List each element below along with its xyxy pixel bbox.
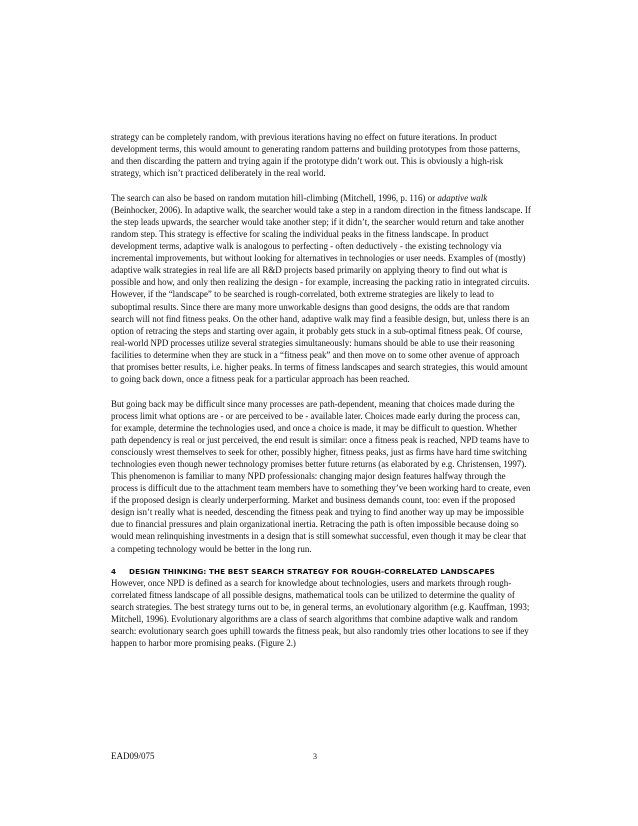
footer-page-number: 3: [313, 752, 317, 761]
page-body: [111, 131, 532, 649]
paragraph-adaptive-walk: [111, 192, 532, 385]
paragraph-random-search: [111, 131, 532, 179]
paragraph-path-dependency: [111, 398, 532, 555]
paragraph-gap: [111, 179, 532, 192]
paragraph-text: But going back may be difficult since many processes are path-dependent, meaning that choices made during the process limit what options are - or are perceived to be - available later. Choices made early during the process can, for example, determine the technologies used, and once a choice is made, it may be difficult to question. Whether path dependency is real or just perceived, the end result is similar: once a fitness peak is reached, NPD teams have to consciously wrest themselves to seek for other, possibly higher, fitness peaks, just as firms have hard time switching technologies even though newer technology promises better future returns (as elaborated by e.g. Christensen, 1997). This phenomenon is familiar to many NPD professionals: changing major design features halfway through the process is difficult due to the attachment team members have to something they’ve been working hard to create, even if the proposed design is clearly underperforming. Market and business demands count, too: even if the proposed design isn’t really what is needed, descending the fitness peak and trying to find another way up may be impossible due to financial pressures and plain organizational inertia. Retracing the path is often impossible because doing so would mean relinquishing investments in a design that is still somewhat successful, even though it may be clear that a competing technology would be better in the long run.: [111, 398, 531, 554]
footer-document-code: EAD09/075: [111, 751, 155, 761]
paragraph-text: strategy can be completely random, with previous iterations having no effect on future iterations. In product development terms, this would amount to generating random patterns and building prototypes from those patterns, and then discarding the pattern and trying again if the prototype didn’t work out. This is obviously a high-risk strategy, which isn’t practiced deliberately in the real world.: [111, 132, 521, 179]
paragraph-gap: [111, 385, 532, 398]
paragraph-design-thinking: [111, 577, 532, 649]
section-heading: [111, 566, 532, 577]
section-number: 4: [111, 566, 117, 576]
italic-term-adaptive-walk: adaptive walk: [437, 192, 488, 203]
paragraph-gap: [111, 555, 532, 566]
paragraph-text-continued: (Beinhocker, 2006). In adaptive walk, the searcher would take a step in a random direction in the fitness landscape. If the step leads upwards, the searcher would take another step; if it didn’t, the searcher would return and take another random step. This strategy is effective for scaling the individual peaks in the fitness landscape. In product development terms, adaptive walk is analogous to perfecting - often deductively - the existing technology via incremental improvements, but without looking for alternatives in technologies or user needs. Examples of (mostly) adaptive walk strategies in real life are all R&D projects based primarily on applying theory to find out what is possible and how, and only then realizing the design - for example, increasing the packing ratio in integrated circuits. However, if the “landscape” to be searched is rough-correlated, both extreme strategies are likely to lead to suboptimal results. Since there are many more unworkable designs than good designs, the odds are that random search will not find fitness peaks. On the other hand, adaptive walk may find a feasible design, but, unless there is an option of retracing the steps and starting over again, it probably gets stuck in a sub-optimal fitness peak. Of course, real-world NPD processes utilize several strategies simultaneously: humans should be able to use their reasoning facilities to determine when they are stuck in a “fitness peak” and then move on to some other avenue of approach that promises better results, i.e. higher peaks. In terms of fitness landscapes and search strategies, this would amount to going back down, once a fitness peak for a particular approach has been reached.: [111, 204, 531, 384]
paragraph-text: However, once NPD is defined as a search for knowledge about technologies, users and markets through rough-correlated fitness landscape of all possible designs, mathematical tools can be utilized to determine the quality of search strategies. The best strategy turns out to be, in general terms, an evolutionary algorithm (e.g. Kauffman, 1993; Mitchell, 1996). Evolutionary algorithms are a class of search algorithms that combine adaptive walk and random search: evolutionary search goes uphill towards the fitness peak, but also randomly tries other locations to see if they happen to harbor more promising peaks. (Figure 2.): [111, 577, 530, 648]
paragraph-text: The search can also be based on random mutation hill-climbing (Mitchell, 1996, p. 116) or: [111, 192, 438, 203]
section-title: DESIGN THINKING: THE BEST SEARCH STRATEGY FOR ROUGH-CORRELATED LANDSCAPES: [129, 566, 495, 576]
